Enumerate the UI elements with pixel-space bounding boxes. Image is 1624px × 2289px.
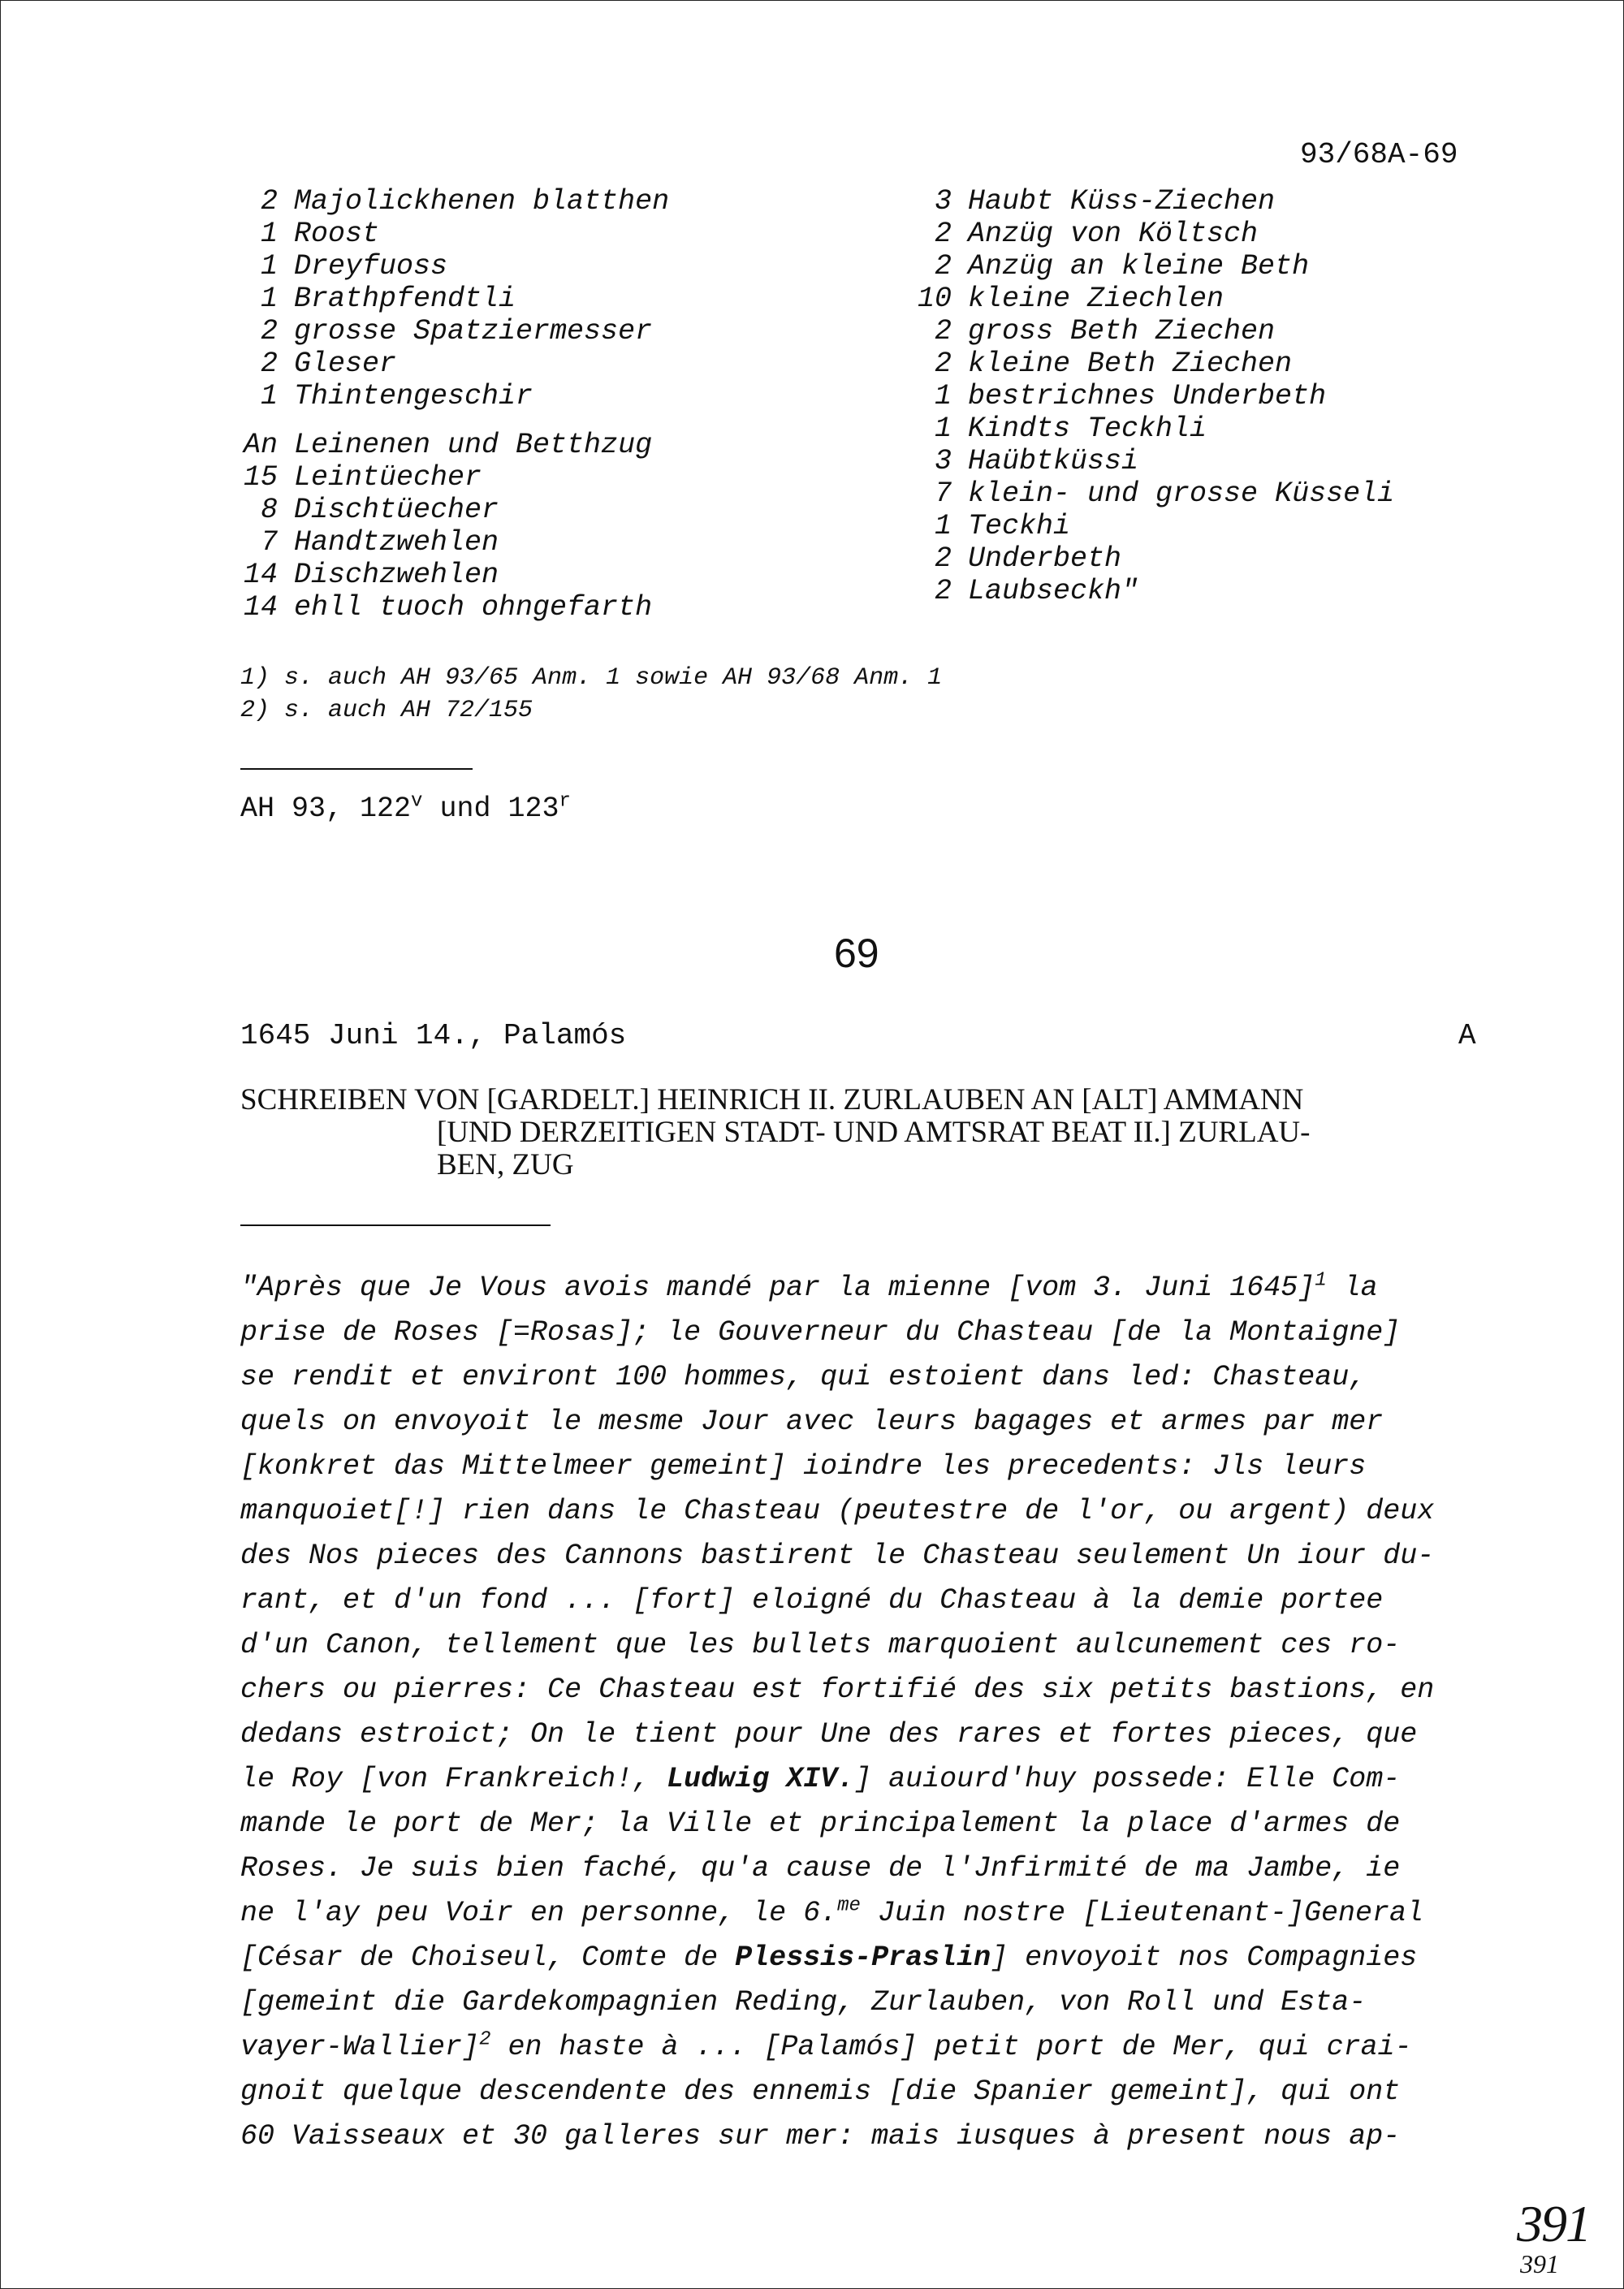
footnote-1: 1) s. auch AH 93/65 Anm. 1 sowie AH 93/68 Anm. 1 [240,664,943,692]
list-item: 1 Kindts Teckhli [934,412,1207,445]
list-item: 7 Handtzwehlen [260,526,499,559]
list-item: 2 Majolickhenen blatthen [260,185,670,218]
list-item: 2 grosse Spatziermesser [260,315,653,348]
divider [240,1224,551,1226]
date-place: 1645 Juni 14., Palamós [240,1019,627,1052]
body-line: chers ou pierres: Ce Chasteau est fortifié des six petits bastions, en [240,1674,1435,1706]
body-line: [konkret das Mittelmeer gemeint] ioindre les precedents: Jls leurs [240,1450,1367,1483]
body-line: gnoit quelque descendente des ennemis [die Spanier gemeint], qui ont [240,2075,1401,2108]
list-item: 2 gross Beth Ziechen [934,315,1276,348]
document-heading-line: BEN, ZUG [437,1148,574,1181]
body-line: vayer-Wallier]$^2$ en haste à ... [Palamós] petit port de Mer, qui crai- [240,2028,1412,2063]
footnote-2: 2) s. auch AH 72/155 [240,697,533,724]
body-line: mande le port de Mer; la Ville et principalement la place d'armes de [240,1807,1401,1840]
body-line: le Roy [von Frankreich!, Ludwig XIV.] auiourd'huy possede: Elle Com- [240,1763,1401,1795]
page-reference: 93/68A-69 [1300,138,1458,171]
list-item: 8 Dischtüecher [260,494,499,526]
body-line: rant, et d'un fond ... [fort] eloigné du Chasteau à la demie portee [240,1584,1384,1617]
list-item: 2 Gleser [260,348,397,380]
list-item: 15 Leintüecher [243,461,482,494]
document-heading-line: SCHREIBEN VON [GARDELT.] HEINRICH II. ZURLAUBEN AN [ALT] AMMANN [240,1083,1304,1116]
list-item: 14 ehll tuoch ohngefarth [243,591,653,624]
list-item: 1 bestrichnes Underbeth [934,380,1327,412]
handwritten-page-number-small: 391 [1520,2249,1559,2278]
document-heading-line: [UND DERZEITIGEN STADT- UND AMTSRAT BEAT II.] ZURLAU- [437,1116,1311,1149]
list-item: 1 Dreyfuoss [260,250,448,283]
body-line: "Après que Je Vous avois mandé par la mienne [vom 3. Juni 1645]$^1$ la [240,1269,1378,1304]
body-line: prise de Roses [=Rosas]; le Gouverneur du Chasteau [de la Montaigne] [240,1316,1401,1349]
body-line: Roses. Je suis bien faché, qu'a cause de l'Jnfirmité de ma Jambe, ie [240,1852,1401,1885]
list-item: 1 Brathpfendtli [260,283,516,315]
body-line: d'un Canon, tellement que les bullets marquoient aulcunement ces ro- [240,1629,1401,1661]
body-line: se rendit et environt 100 hommes, qui estoient dans led: Chasteau, [240,1361,1367,1393]
list-item: 3 Haübtküssi [934,445,1139,477]
body-line: ne l'ay peu Voir en personne, le 6.$^{me}$ Juin nostre [Lieutenant-]General [240,1894,1424,1929]
list-item: 2 Laubseckh" [934,575,1139,607]
list-item: 14 Dischzwehlen [243,559,499,591]
body-line: dedans estroict; On le tient pour Une des rares et fortes pieces, que [240,1718,1418,1751]
document-number: 69 [834,931,879,976]
body-line: des Nos pieces des Cannons bastirent le Chasteau seulement Un iour du- [240,1540,1435,1572]
body-line: quels on envoyoit le mesme Jour avec leurs bagages et armes par mer [240,1406,1384,1438]
list-item: 1 Thintengeschir [260,380,533,412]
source-reference: AH 93, 122$^v$ und 123$^r$ [240,790,571,825]
list-item: 2 kleine Beth Ziechen [934,348,1293,380]
list-item: 2 Underbeth [934,542,1122,575]
body-line: [gemeint die Gardekompagnien Reding, Zurlauben, von Roll und Esta- [240,1986,1367,2019]
list-item: An Leinenen und Betthzug [243,429,653,461]
list-item: 1 Teckhi [934,510,1071,542]
divider [240,768,473,770]
list-item: 7 klein- und grosse Küsseli [934,477,1395,510]
list-item: 3 Haubt Küss-Ziechen [934,185,1276,218]
document-type: A [1458,1019,1476,1052]
body-line: [César de Choiseul, Comte de Plessis-Praslin] envoyoit nos Compagnies [240,1941,1418,1974]
list-item: 2 Anzüg von Költsch [934,218,1259,250]
list-item: 1 Roost [260,218,380,250]
list-item: 10 kleine Ziechlen [917,283,1224,315]
handwritten-page-number: 391 [1517,2195,1590,2252]
body-line: 60 Vaisseaux et 30 galleres sur mer: mais iusques à present nous ap- [240,2120,1401,2153]
body-line: manquoiet[!] rien dans le Chasteau (peutestre de l'or, ou argent) deux [240,1495,1435,1527]
list-item: 2 Anzüg an kleine Beth [934,250,1310,283]
